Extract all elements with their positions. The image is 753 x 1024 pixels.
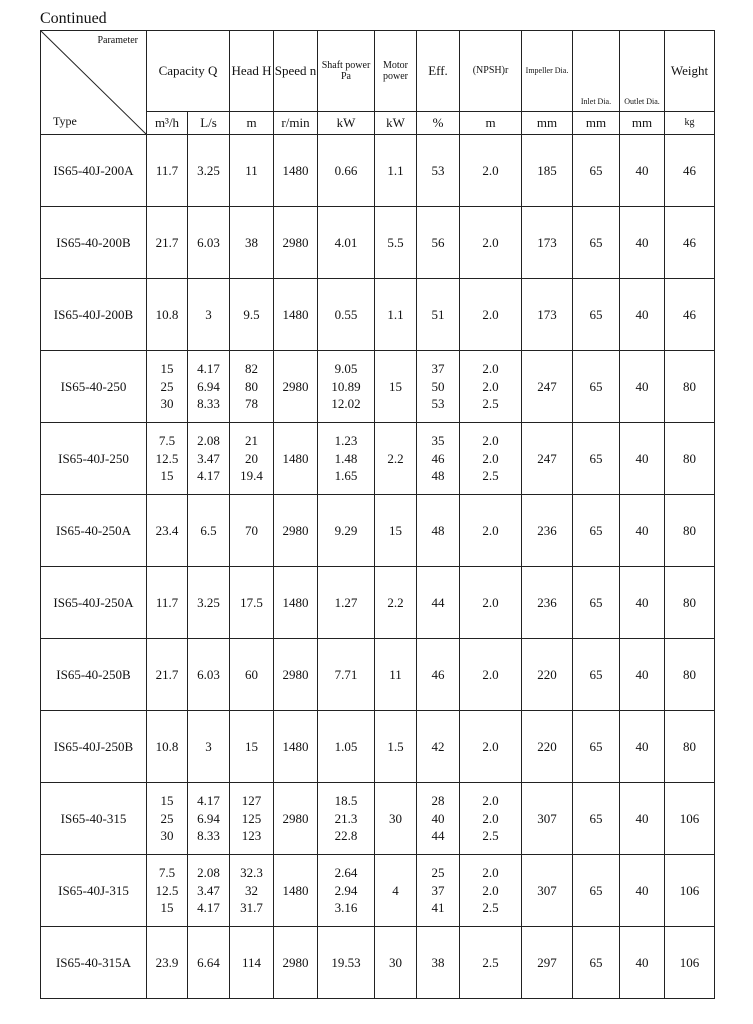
- cell-inlet: 65: [573, 351, 620, 423]
- cell-q-ls: 6.5: [188, 495, 230, 567]
- cell-inlet: 65: [573, 495, 620, 567]
- cell-speed: 2980: [274, 207, 318, 279]
- cell-impeller: 173: [522, 207, 573, 279]
- cell-impeller: 236: [522, 567, 573, 639]
- cell-shaft: 4.01: [318, 207, 375, 279]
- cell-head: 38: [230, 207, 274, 279]
- cell-inlet: 65: [573, 279, 620, 351]
- cell-impeller: 297: [522, 927, 573, 999]
- cell-npsh: 2.0: [460, 567, 522, 639]
- cell-eff: 48: [417, 495, 460, 567]
- cell-q-m3h: 15 25 30: [147, 783, 188, 855]
- cell-head: 11: [230, 135, 274, 207]
- cell-impeller: 247: [522, 351, 573, 423]
- cell-weight: 80: [665, 351, 715, 423]
- cell-type: IS65-40J-250B: [41, 711, 147, 783]
- cell-q-ls: 6.03: [188, 639, 230, 711]
- unit-npsh: m: [460, 112, 522, 135]
- cell-weight: 80: [665, 567, 715, 639]
- head-header: Head H: [230, 31, 274, 112]
- caption-continued: Continued: [40, 10, 107, 27]
- cell-outlet: 40: [620, 423, 665, 495]
- unit-weight: kg: [665, 112, 715, 135]
- table-row: [41, 279, 715, 351]
- outlet-header: Outlet Dia.: [620, 31, 665, 112]
- unit-motor: kW: [375, 112, 417, 135]
- table-row: [41, 423, 715, 495]
- cell-q-m3h: 23.4: [147, 495, 188, 567]
- cell-weight: 80: [665, 423, 715, 495]
- cell-type: IS65-40-315: [41, 783, 147, 855]
- cell-type: IS65-40J-250: [41, 423, 147, 495]
- cell-q-ls: 6.64: [188, 927, 230, 999]
- cell-motor: 1.5: [375, 711, 417, 783]
- cell-npsh: 2.0: [460, 135, 522, 207]
- cell-type: IS65-40-315A: [41, 927, 147, 999]
- cell-type: IS65-40-250: [41, 351, 147, 423]
- cell-q-ls: 2.08 3.47 4.17: [188, 423, 230, 495]
- cell-shaft: 9.05 10.89 12.02: [318, 351, 375, 423]
- cell-q-m3h: 10.8: [147, 711, 188, 783]
- cell-q-m3h: 7.5 12.5 15: [147, 855, 188, 927]
- cell-head: 127 125 123: [230, 783, 274, 855]
- unit-eff: %: [417, 112, 460, 135]
- cell-outlet: 40: [620, 783, 665, 855]
- cell-npsh: 2.0: [460, 207, 522, 279]
- cell-npsh: 2.0: [460, 495, 522, 567]
- cell-shaft: 7.71: [318, 639, 375, 711]
- header-row: [41, 31, 715, 112]
- cell-speed: 1480: [274, 423, 318, 495]
- cell-eff: 51: [417, 279, 460, 351]
- cell-motor: 15: [375, 495, 417, 567]
- cell-motor: 2.2: [375, 567, 417, 639]
- cell-npsh: 2.0 2.0 2.5: [460, 783, 522, 855]
- cell-inlet: 65: [573, 423, 620, 495]
- cell-q-ls: 4.17 6.94 8.33: [188, 783, 230, 855]
- cell-npsh: 2.0 2.0 2.5: [460, 855, 522, 927]
- cell-motor: 1.1: [375, 135, 417, 207]
- cell-head: 82 80 78: [230, 351, 274, 423]
- cell-inlet: 65: [573, 567, 620, 639]
- cell-weight: 46: [665, 135, 715, 207]
- cell-motor: 30: [375, 783, 417, 855]
- cell-shaft: 19.53: [318, 927, 375, 999]
- cell-weight: 80: [665, 711, 715, 783]
- cell-q-m3h: 23.9: [147, 927, 188, 999]
- cell-head: 32.3 32 31.7: [230, 855, 274, 927]
- cell-inlet: 65: [573, 711, 620, 783]
- cell-speed: 1480: [274, 855, 318, 927]
- cell-q-ls: 6.03: [188, 207, 230, 279]
- cell-impeller: 247: [522, 423, 573, 495]
- cell-weight: 80: [665, 639, 715, 711]
- cell-impeller: 173: [522, 279, 573, 351]
- corner-cell: [41, 31, 147, 135]
- cell-outlet: 40: [620, 855, 665, 927]
- cell-shaft: 1.05: [318, 711, 375, 783]
- cell-speed: 2980: [274, 639, 318, 711]
- cell-outlet: 40: [620, 351, 665, 423]
- cell-speed: 2980: [274, 351, 318, 423]
- unit-speed: r/min: [274, 112, 318, 135]
- cell-outlet: 40: [620, 927, 665, 999]
- cell-inlet: 65: [573, 927, 620, 999]
- cell-outlet: 40: [620, 495, 665, 567]
- cell-type: IS65-40-200B: [41, 207, 147, 279]
- cell-eff: 35 46 48: [417, 423, 460, 495]
- cell-type: IS65-40J-250A: [41, 567, 147, 639]
- table-row: [41, 207, 715, 279]
- cell-eff: 53: [417, 135, 460, 207]
- inlet-header: Inlet Dia.: [573, 31, 620, 112]
- cell-shaft: 9.29: [318, 495, 375, 567]
- table-row: [41, 351, 715, 423]
- cell-inlet: 65: [573, 855, 620, 927]
- cell-npsh: 2.0: [460, 279, 522, 351]
- unit-head: m: [230, 112, 274, 135]
- cell-eff: 56: [417, 207, 460, 279]
- cell-q-m3h: 7.5 12.5 15: [147, 423, 188, 495]
- cell-speed: 2980: [274, 927, 318, 999]
- impeller-header: Impeller Dia.: [522, 31, 573, 112]
- cell-type: IS65-40J-315: [41, 855, 147, 927]
- cell-shaft: 2.64 2.94 3.16: [318, 855, 375, 927]
- cell-weight: 46: [665, 207, 715, 279]
- cell-speed: 2980: [274, 783, 318, 855]
- cell-head: 21 20 19.4: [230, 423, 274, 495]
- cell-q-m3h: 21.7: [147, 639, 188, 711]
- cell-outlet: 40: [620, 639, 665, 711]
- cell-q-ls: 3: [188, 711, 230, 783]
- unit-shaft: kW: [318, 112, 375, 135]
- cell-q-ls: 3.25: [188, 567, 230, 639]
- cell-inlet: 65: [573, 783, 620, 855]
- parameter-label: Parameter: [97, 35, 138, 46]
- cell-outlet: 40: [620, 711, 665, 783]
- cell-impeller: 307: [522, 855, 573, 927]
- cell-motor: 30: [375, 927, 417, 999]
- cell-outlet: 40: [620, 135, 665, 207]
- cell-type: IS65-40-250B: [41, 639, 147, 711]
- cell-weight: 80: [665, 495, 715, 567]
- cell-motor: 1.1: [375, 279, 417, 351]
- cell-q-ls: 2.08 3.47 4.17: [188, 855, 230, 927]
- cell-impeller: 185: [522, 135, 573, 207]
- cell-motor: 2.2: [375, 423, 417, 495]
- cell-q-m3h: 11.7: [147, 567, 188, 639]
- unit-inlet: mm: [573, 112, 620, 135]
- cell-eff: 42: [417, 711, 460, 783]
- cell-impeller: 220: [522, 639, 573, 711]
- table-row: [41, 135, 715, 207]
- cell-speed: 1480: [274, 279, 318, 351]
- table-row: [41, 783, 715, 855]
- cell-weight: 106: [665, 927, 715, 999]
- cell-shaft: 0.55: [318, 279, 375, 351]
- cell-motor: 4: [375, 855, 417, 927]
- cell-speed: 1480: [274, 135, 318, 207]
- eff-header: Eff.: [417, 31, 460, 112]
- cell-shaft: 1.23 1.48 1.65: [318, 423, 375, 495]
- cell-inlet: 65: [573, 639, 620, 711]
- cell-q-ls: 3: [188, 279, 230, 351]
- cell-eff: 25 37 41: [417, 855, 460, 927]
- cell-shaft: 0.66: [318, 135, 375, 207]
- cell-speed: 1480: [274, 711, 318, 783]
- cell-head: 70: [230, 495, 274, 567]
- cell-type: IS65-40J-200A: [41, 135, 147, 207]
- table-row: [41, 567, 715, 639]
- cell-motor: 15: [375, 351, 417, 423]
- cell-weight: 106: [665, 783, 715, 855]
- cell-impeller: 307: [522, 783, 573, 855]
- cell-npsh: 2.5: [460, 927, 522, 999]
- table-row: [41, 927, 715, 999]
- unit-q-m3h: m³/h: [147, 112, 188, 135]
- cell-q-ls: 3.25: [188, 135, 230, 207]
- cell-eff: 38: [417, 927, 460, 999]
- cell-npsh: 2.0: [460, 711, 522, 783]
- cell-speed: 1480: [274, 567, 318, 639]
- cell-weight: 46: [665, 279, 715, 351]
- cell-eff: 46: [417, 639, 460, 711]
- cell-outlet: 40: [620, 567, 665, 639]
- cell-npsh: 2.0: [460, 639, 522, 711]
- table-row: [41, 711, 715, 783]
- cell-head: 9.5: [230, 279, 274, 351]
- weight-header: Weight: [665, 31, 715, 112]
- cell-eff: 37 50 53: [417, 351, 460, 423]
- cell-motor: 5.5: [375, 207, 417, 279]
- cell-eff: 44: [417, 567, 460, 639]
- cell-head: 114: [230, 927, 274, 999]
- cell-impeller: 236: [522, 495, 573, 567]
- cell-shaft: 1.27: [318, 567, 375, 639]
- table-row: [41, 855, 715, 927]
- pump-spec-table: [40, 30, 715, 999]
- capacity-header: Capacity Q: [147, 31, 230, 112]
- cell-type: IS65-40J-200B: [41, 279, 147, 351]
- cell-q-m3h: 11.7: [147, 135, 188, 207]
- cell-outlet: 40: [620, 207, 665, 279]
- cell-impeller: 220: [522, 711, 573, 783]
- shaft-power-header: Shaft power Pa: [318, 31, 375, 112]
- cell-q-m3h: 10.8: [147, 279, 188, 351]
- cell-shaft: 18.5 21.3 22.8: [318, 783, 375, 855]
- table-row: [41, 495, 715, 567]
- cell-head: 15: [230, 711, 274, 783]
- cell-npsh: 2.0 2.0 2.5: [460, 351, 522, 423]
- unit-outlet: mm: [620, 112, 665, 135]
- speed-header: Speed n: [274, 31, 318, 112]
- motor-power-header: Motor power: [375, 31, 417, 112]
- cell-head: 60: [230, 639, 274, 711]
- cell-type: IS65-40-250A: [41, 495, 147, 567]
- cell-motor: 11: [375, 639, 417, 711]
- cell-inlet: 65: [573, 135, 620, 207]
- type-label: Type: [53, 114, 77, 129]
- table-row: [41, 639, 715, 711]
- cell-outlet: 40: [620, 279, 665, 351]
- cell-npsh: 2.0 2.0 2.5: [460, 423, 522, 495]
- cell-q-ls: 4.17 6.94 8.33: [188, 351, 230, 423]
- unit-impeller: mm: [522, 112, 573, 135]
- cell-head: 17.5: [230, 567, 274, 639]
- cell-eff: 28 40 44: [417, 783, 460, 855]
- unit-q-ls: L/s: [188, 112, 230, 135]
- cell-speed: 2980: [274, 495, 318, 567]
- npsh-header: (NPSH)r: [460, 31, 522, 112]
- cell-q-m3h: 15 25 30: [147, 351, 188, 423]
- cell-inlet: 65: [573, 207, 620, 279]
- cell-q-m3h: 21.7: [147, 207, 188, 279]
- cell-weight: 106: [665, 855, 715, 927]
